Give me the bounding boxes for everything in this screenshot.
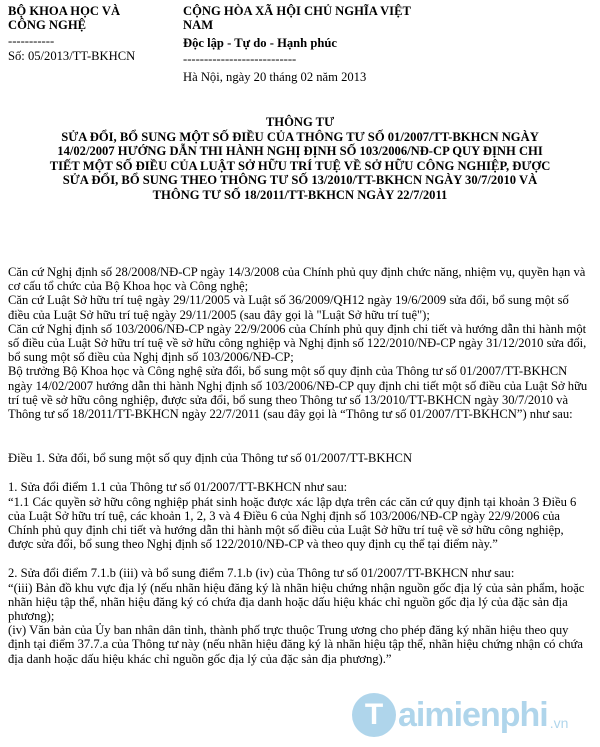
preamble-paragraph: Căn cứ Luật Sở hữu trí tuệ ngày 29/11/2005 và Luật số 36/2009/QH12 ngày 19/6/2009 sửa đổi, bổ sung một số điều của Luật Sở hữu trí tuệ ngày 29/11/2005 (sau đây gọi là "Luật Sở hữu trí tuệ"); [8,293,569,322]
spacer [8,465,592,480]
title-line-3: TIẾT MỘT SỐ ĐIỀU CỦA LUẬT SỞ HỮU TRÍ TUỆ VỀ SỞ HỮU CÔNG NGHIỆP, ĐƯỢC [49,158,551,173]
article-1-item-2-text-iii: “(iii) Bản đồ khu vực địa lý (nếu nhãn hiệu đăng ký là nhãn hiệu chứng nhận nguồn gốc địa lý của sản phẩm, hoặc nhãn hiệu tập thể, nhãn hiệu đăng ký có chứa địa danh hoặc dấu hiệu khác chỉ nguồn gốc địa lý của đặc sản địa phương); [8,580,585,624]
national-header [183,4,453,84]
preamble-paragraph: Căn cứ Nghị định số 103/2006/NĐ-CP ngày 22/9/2006 của Chính phủ quy định chi tiết và hướng dẫn thi hành một số điều của Luật Sở hữu trí tuệ về sở hữu công nghiệp và Nghị định số 122/2010/NĐ-CP ngày 31/12/2010 sửa đổi, bổ sung một số điều của Nghị định số 103/2006/NĐ-CP; [8,321,587,365]
spacer [8,421,592,451]
document-title [10,115,590,203]
article-1-heading: Điều 1. Sửa đổi, bổ sung một số quy định của Thông tư số 01/2007/TT-BKHCN [8,451,413,466]
preamble-paragraph: Bộ trưởng Bộ Khoa học và Công nghệ sửa đổi, bổ sung một số quy định của Thông tư số 01/2007/TT-BKHCN ngày 14/02/2007 hướng dẫn thi hành Nghị định số 103/2006/NĐ-CP quy định chi tiết một số điều của Luật Sở hữu trí tuệ về sở hữu công nghiệp, được sửa đổi, bổ sung theo Thông tư số 13/2010/TT-BKHCN ngày 30/7/2010 và Thông tư số 18/2011/TT-BKHCN ngày 22/7/2011 (sau đây gọi là “Thông tư số 01/2007/TT-BKHCN”) như sau: [8,364,588,422]
document-number: Số: 05/2013/TT-BKHCN [8,49,136,63]
issuer-name-line2: CÔNG NGHỆ [8,18,87,32]
watermark-tld: .vn [549,715,569,731]
document-body [8,265,592,666]
issuer-separator: ----------- [8,34,55,48]
motto-separator: --------------------------- [183,52,297,66]
watermark-text: aimienphi [398,695,548,734]
article-1-item-2-text-iv: (iv) Văn bản của Ủy ban nhân dân tỉnh, thành phố trực thuộc Trung ương cho phép đăng ký nhãn hiệu theo quy định tại điểm 37.7.a của Thông tư này (nếu nhãn hiệu đăng ký là nhãn hiệu tập thể, nhãn hiệu chứng nhận có chứa địa danh hoặc dấu hiệu khác chỉ nguồn gốc địa lý của đặc sản địa phương).” [8,623,583,666]
article-1-item-2-heading: 2. Sửa đổi điểm 7.1.b (iii) và bổ sung điểm 7.1.b (iv) của Thông tư số 01/2007/TT-BKHCN như sau: [8,566,515,581]
nation-name-line2: NAM [183,18,214,32]
title-line-4: SỬA ĐỔI, BỔ SUNG THEO THÔNG TƯ SỐ 13/2010/TT-BKHCN NGÀY 30/7/2010 VÀ [62,173,538,188]
watermark-logo-icon: T [352,693,396,737]
title-line-2: 14/02/2007 HƯỚNG DẪN THI HÀNH NGHỊ ĐỊNH SỐ 103/2006/NĐ-CP QUY ĐỊNH CHI [57,144,543,159]
title-line-1: SỬA ĐỔI, BỔ SUNG MỘT SỐ ĐIỀU CỦA THÔNG TƯ SỐ 01/2007/TT-BKHCN NGÀY [61,129,539,144]
title-line-5: THÔNG TƯ SỐ 18/2011/TT-BKHCN NGÀY 22/7/2011 [152,187,448,202]
national-motto: Độc lập - Tự do - Hạnh phúc [183,36,337,50]
site-watermark [352,690,600,740]
nation-name-line1: CỘNG HÒA XÃ HỘI CHỦ NGHĨA VIỆT [183,4,411,18]
article-1-item-1-text: “1.1 Các quyền sở hữu công nghiệp phát sinh hoặc được xác lập dựa trên các căn cứ quy định tại khoản 3 Điều 6 của Luật Sở hữu trí tuệ, các khoản 1, 2, 3 và 4 Điều 6 của Nghị định số 103/2006/NĐ-CP ngày 22/9/2006 của Chính phủ quy định chi tiết và hướng dẫn thi hành một số điều của Luật Sở hữu trí tuệ về sở hữu công nghiệp, được sửa đổi, bổ sung theo Nghị định số 122/2010/NĐ-CP và theo quy định cụ thể tại điểm này.” [8,494,577,552]
article-1-item-1-heading: 1. Sửa đổi điểm 1.1 của Thông tư số 01/2007/TT-BKHCN như sau: [8,480,348,495]
document-type: THÔNG TƯ [265,115,335,129]
issuer-name-line1: BỘ KHOA HỌC VÀ [8,4,121,18]
spacer [8,551,592,566]
issuer-header [8,4,168,63]
preamble-paragraph: Căn cứ Nghị định số 28/2008/NĐ-CP ngày 14/3/2008 của Chính phủ quy định chức năng, nhiệm vụ, quyền hạn và cơ cấu tổ chức của Bộ Khoa học và Công nghệ; [8,265,586,294]
place-and-date: Hà Nội, ngày 20 tháng 02 năm 2013 [183,70,367,84]
